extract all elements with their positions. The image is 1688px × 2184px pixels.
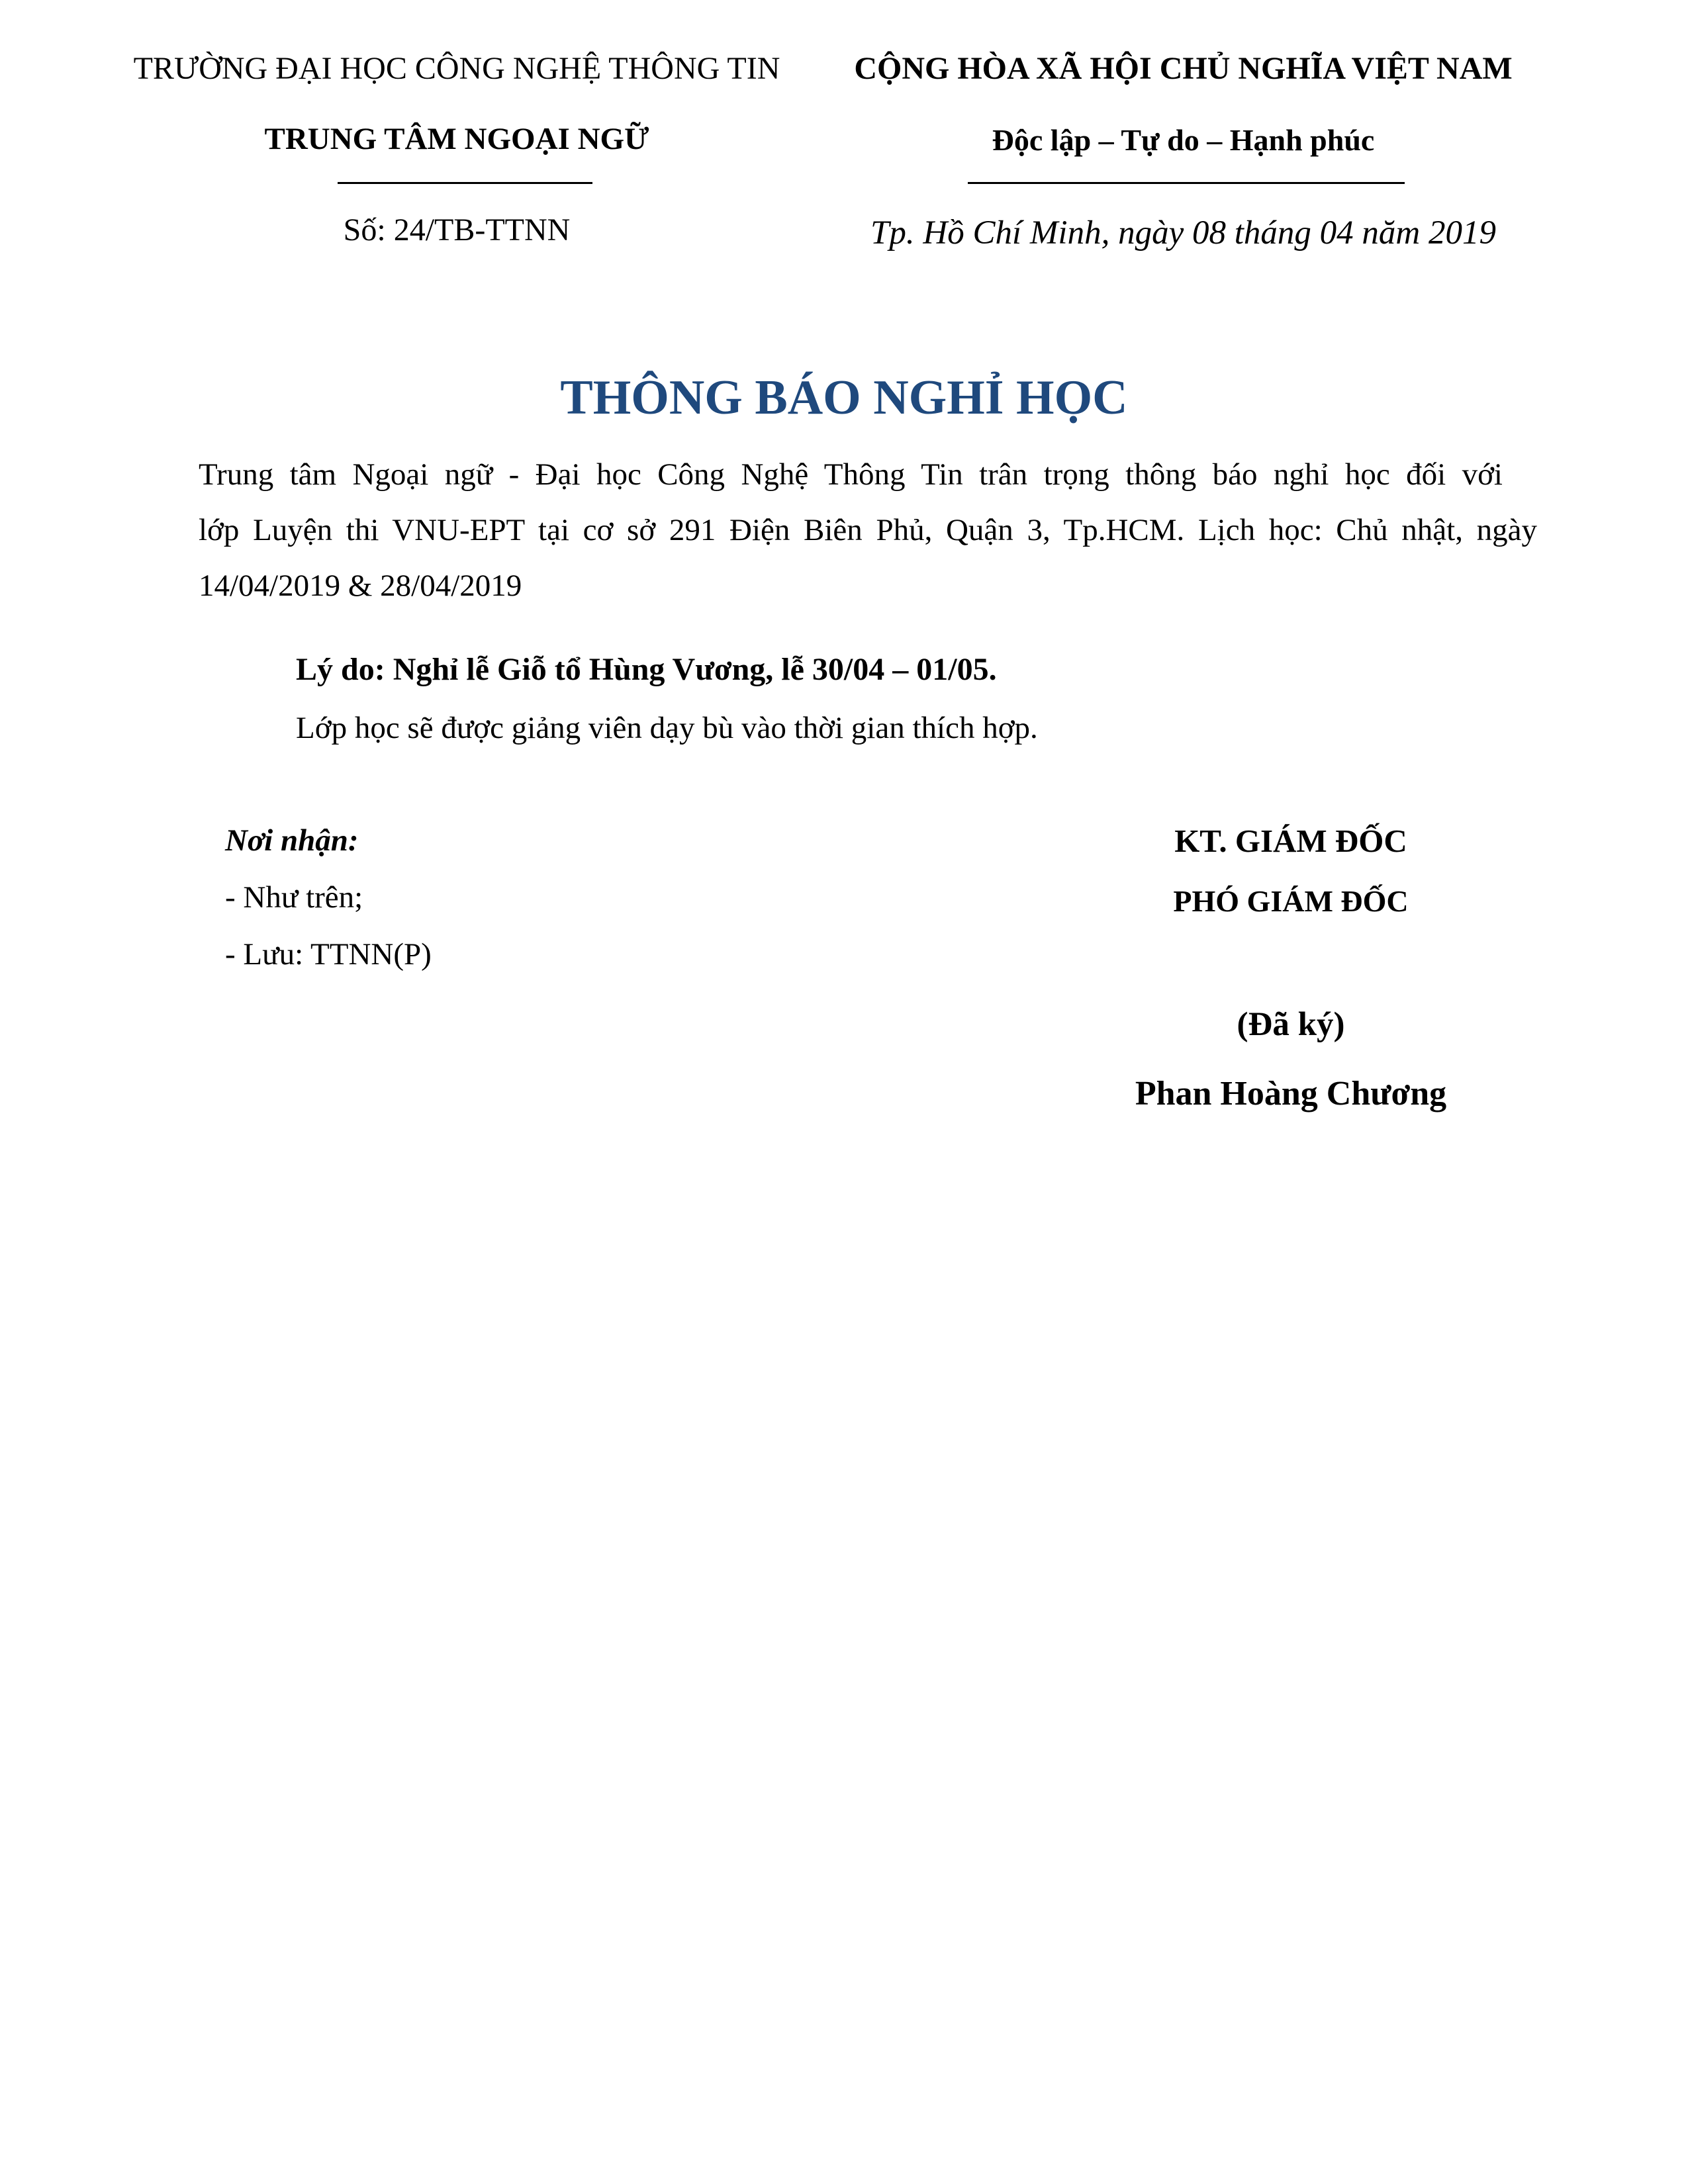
signer-role-primary: KT. GIÁM ĐỐC: [1174, 823, 1407, 859]
body-paragraph-line: lớp Luyện thi VNU-EPT tại cơ sở 291 Điện Biên Phủ, Quận 3, Tp.HCM. Lịch học: Chủ nhật, ngày: [199, 513, 1537, 547]
right-header-divider: [968, 182, 1405, 184]
national-motto: Độc lập – Tự do – Hạnh phúc: [992, 123, 1375, 157]
document-number: Số: 24/TB-TTNN: [343, 212, 571, 248]
recipient-item: - Như trên;: [225, 880, 363, 915]
recipients-heading: Nơi nhận:: [225, 823, 359, 858]
signer-role-secondary: PHÓ GIÁM ĐỐC: [1173, 884, 1409, 918]
closure-reason: Lý do: Nghỉ lễ Giỗ tổ Hùng Vương, lễ 30/04 – 01/05.: [296, 652, 997, 687]
school-name: TRƯỜNG ĐẠI HỌC CÔNG NGHỆ THÔNG TIN: [133, 51, 780, 86]
signed-note: (Đã ký): [1237, 1006, 1345, 1043]
document-title: THÔNG BÁO NGHỈ HỌC: [560, 371, 1128, 425]
body-paragraph-line: Trung tâm Ngoại ngữ - Đại học Công Nghệ Thông Tin trân trọng thông báo nghỉ học đối với: [199, 457, 1503, 492]
body-paragraph-line: 14/04/2019 & 28/04/2019: [199, 569, 522, 603]
left-header-divider: [338, 182, 592, 184]
place-and-date: Tp. Hồ Chí Minh, ngày 08 tháng 04 năm 2019: [870, 214, 1496, 251]
country-name: CỘNG HÒA XÃ HỘI CHỦ NGHĨA VIỆT NAM: [854, 51, 1513, 86]
center-name: TRUNG TÂM NGOẠI NGỮ: [264, 122, 649, 156]
signer-name: Phan Hoàng Chương: [1135, 1075, 1447, 1113]
recipient-item: - Lưu: TTNN(P): [225, 937, 432, 972]
makeup-class-note: Lớp học sẽ được giảng viên dạy bù vào thời gian thích hợp.: [296, 711, 1038, 745]
